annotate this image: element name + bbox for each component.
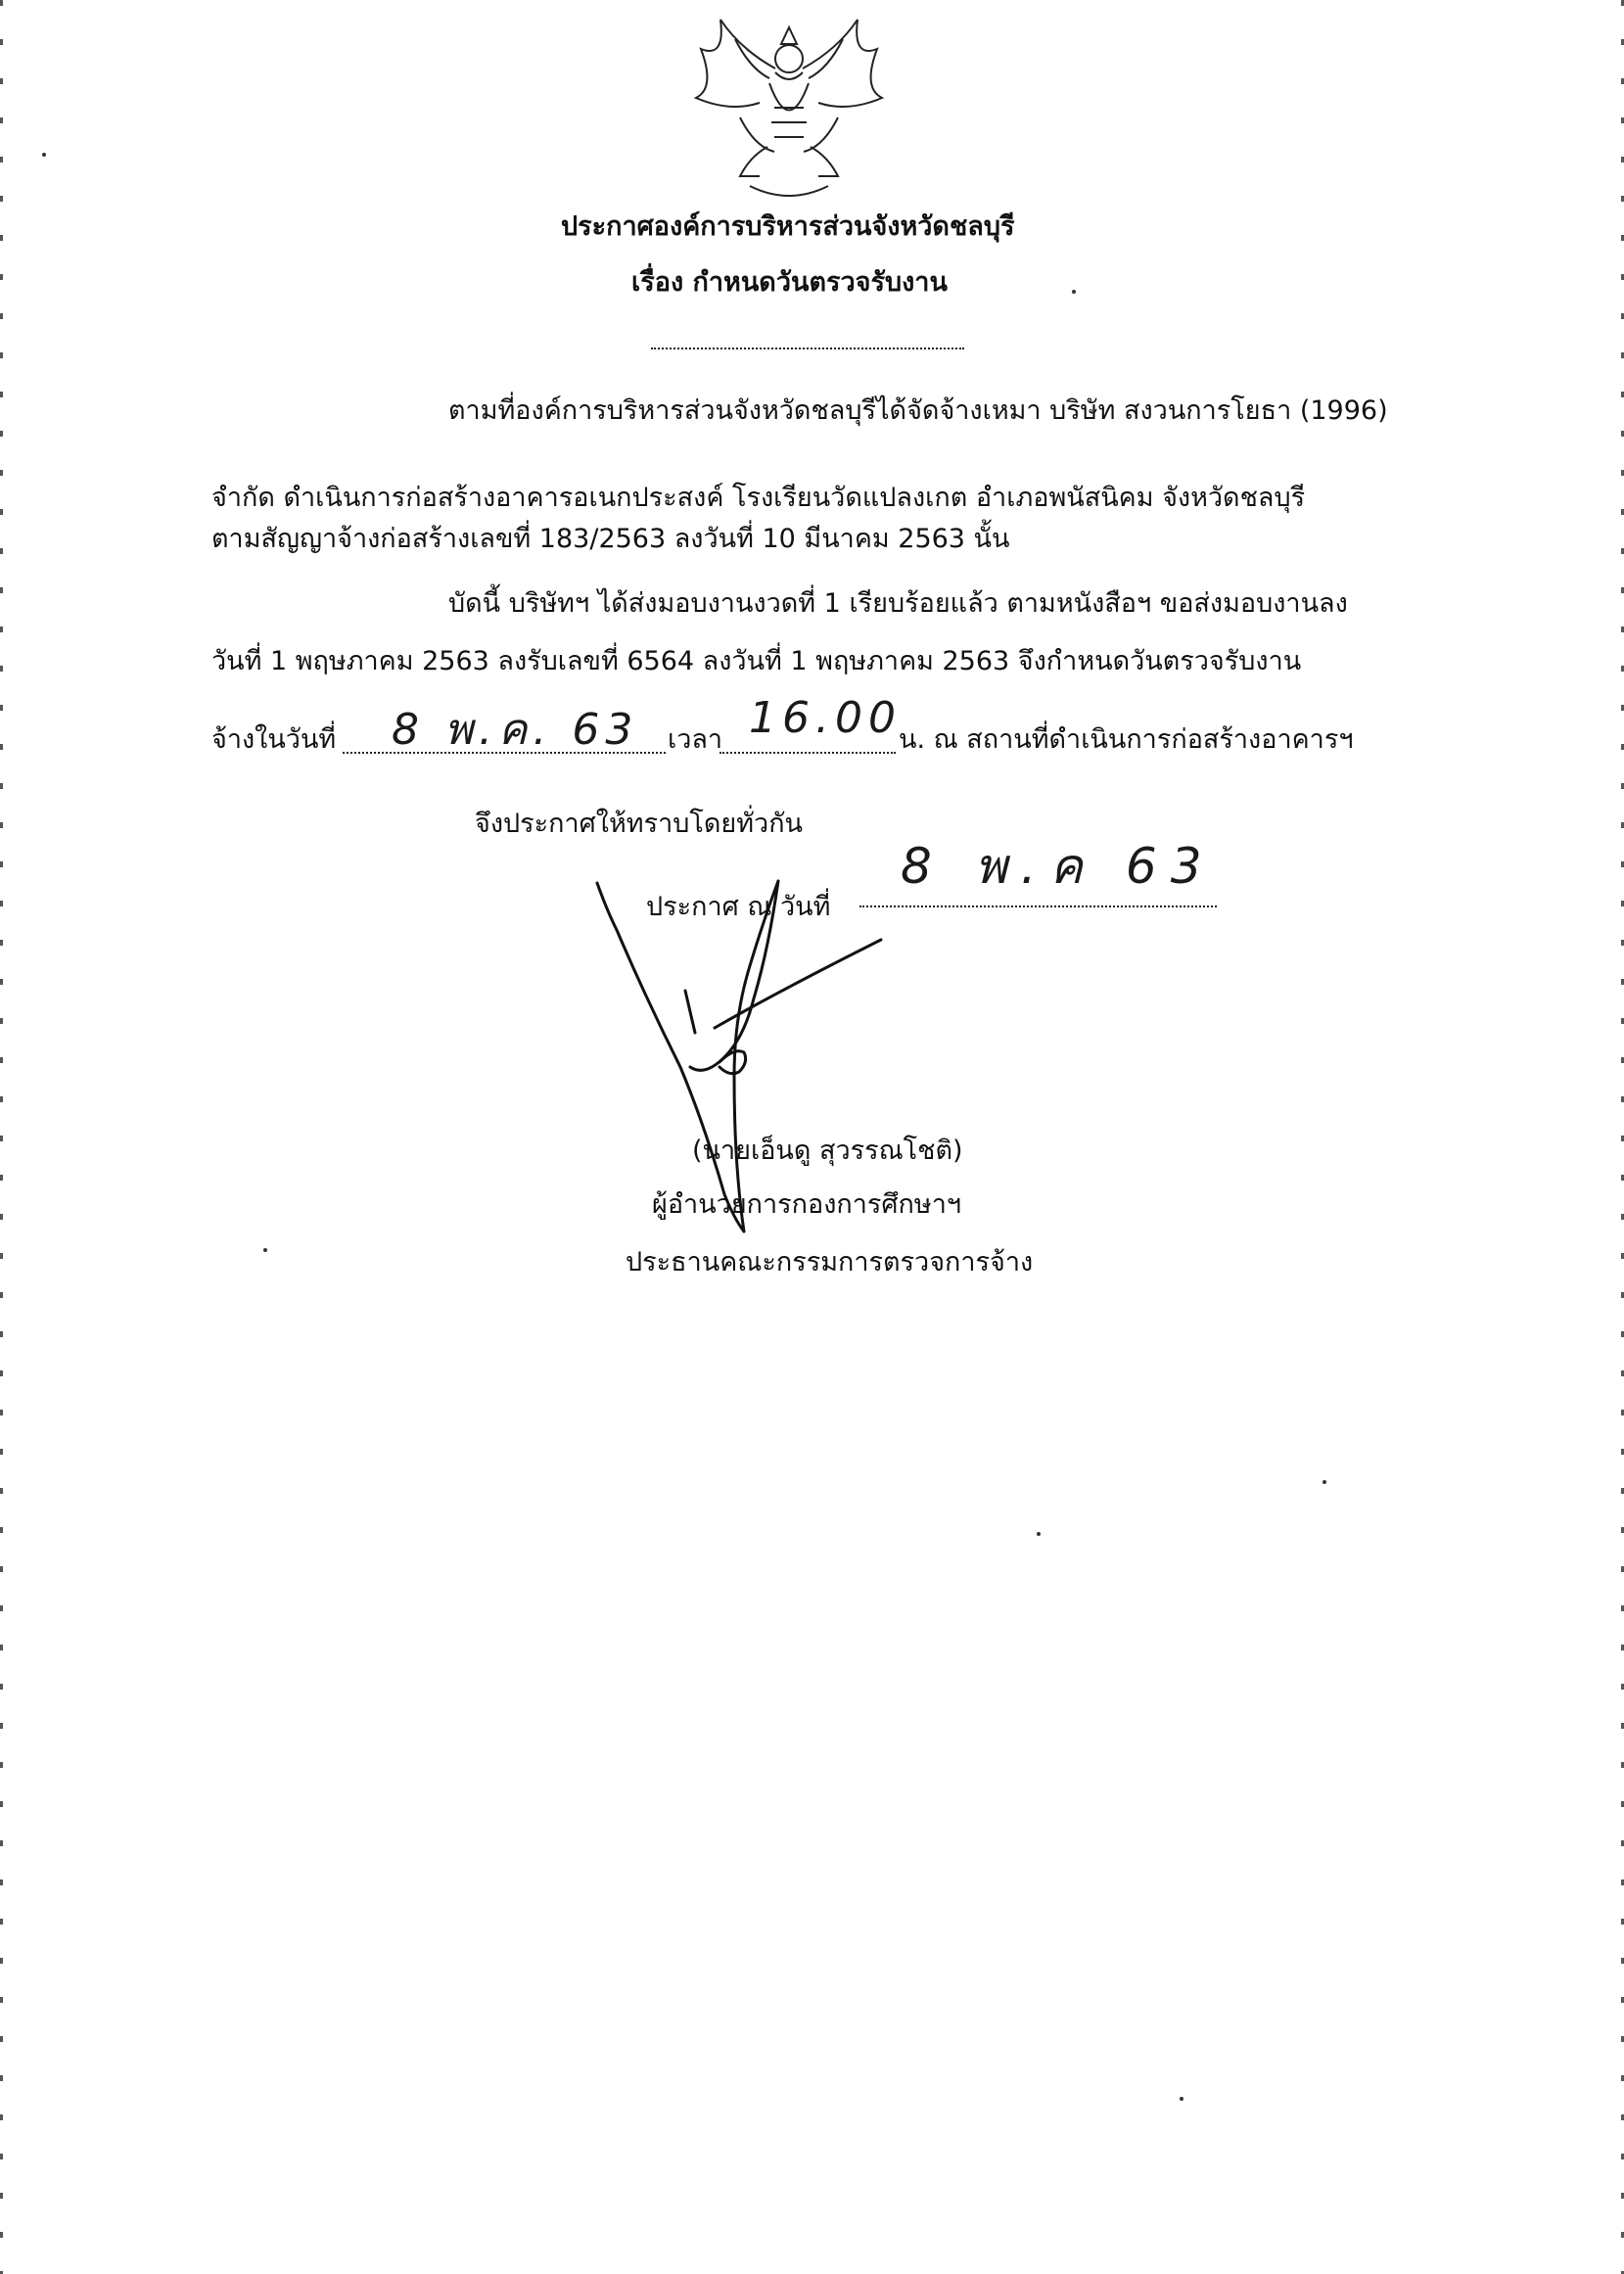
body-line: ตามสัญญาจ้างก่อสร้างเลขที่ 183/2563 ลงวันที่ 10 มีนาคม 2563 นั้น (211, 524, 1010, 554)
subject-heading: เรื่อง กำหนดวันตรวจรับงาน (631, 267, 948, 298)
body-line: ตามที่องค์การบริหารส่วนจังหวัดชลบุรีได้จัดจ้างเหมา บริษัท สงวนการโยธา (1996) (448, 395, 1388, 426)
inspection-time-line (719, 752, 896, 754)
scan-edge-left (0, 0, 3, 2274)
notice-line: จึงประกาศให้ทราบโดยทั่วกัน (475, 809, 803, 839)
scan-speck (1322, 1480, 1326, 1484)
scan-speck (1072, 290, 1076, 294)
inspection-time-value: 16.00 (749, 693, 902, 743)
heading-divider (651, 348, 964, 349)
announce-date-label: ประกาศ ณ วันที่ (646, 892, 831, 922)
handwritten-signature (587, 871, 910, 1233)
body-line: จำกัด ดำเนินการก่อสร้างอาคารอเนกประสงค์ โรงเรียนวัดแปลงเกต อำเภอพนัสนิคม จังหวัดชลบุรี (211, 483, 1306, 513)
inspection-date-value: 8 พ.ค. 63 (392, 705, 639, 755)
body-line: บัดนี้ บริษัทฯ ได้ส่งมอบงานงวดที่ 1 เรียบร้อยแล้ว ตามหนังสือฯ ขอส่งมอบงานลง (448, 588, 1348, 619)
announce-date-line (859, 905, 1217, 907)
scan-speck (42, 153, 46, 157)
scan-speck (263, 1248, 267, 1252)
announce-date-value: 8 พ.ค 63 (901, 838, 1216, 895)
inspection-location: น. ณ สถานที่ดำเนินการก่อสร้างอาคารฯ (899, 724, 1354, 755)
inspection-time-label: เวลา (668, 724, 723, 755)
signatory-name: (นายเอ็นดู สุวรรณโชติ) (692, 1136, 963, 1166)
issuer-heading: ประกาศองค์การบริหารส่วนจังหวัดชลบุรี (561, 211, 1015, 242)
garuda-emblem-icon (681, 10, 897, 206)
signatory-committee-role: ประธานคณะกรรมการตรวจการจ้าง (626, 1247, 1034, 1277)
scan-speck (1037, 1532, 1041, 1536)
scan-speck (1180, 2097, 1183, 2101)
inspection-date-label: จ้างในวันที่ (211, 724, 337, 755)
body-line: วันที่ 1 พฤษภาคม 2563 ลงรับเลขที่ 6564 ลงวันที่ 1 พฤษภาคม 2563 จึงกำหนดวันตรวจรับงาน (211, 646, 1302, 676)
signatory-position: ผู้อำนวยการกองการศึกษาฯ (652, 1189, 962, 1220)
